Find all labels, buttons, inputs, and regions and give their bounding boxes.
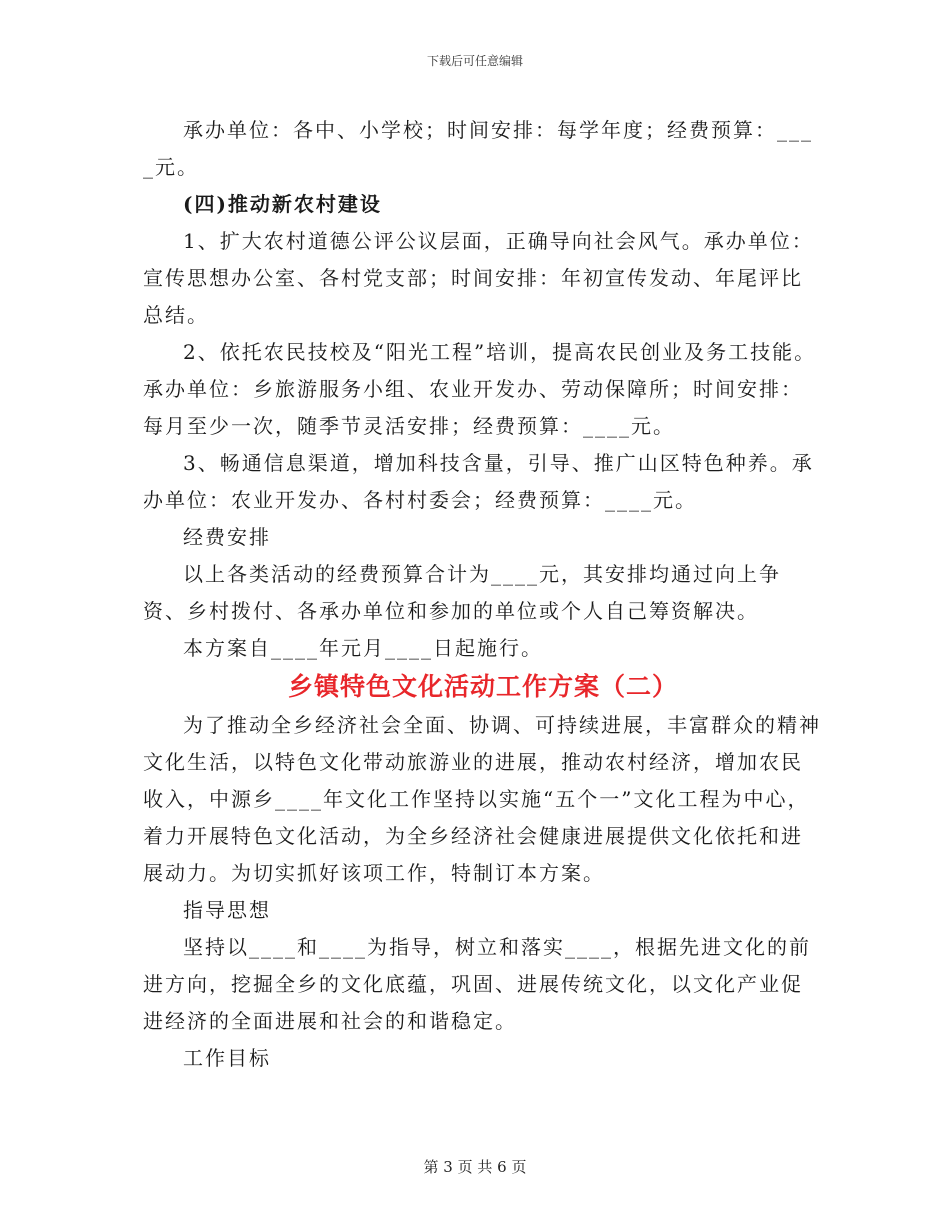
- document-body: [143, 112, 823, 1077]
- effective-date-paragraph: 本方案自____年元月____日起施行。: [183, 636, 543, 660]
- paragraph-organizer-schools: 承办单位：各中、小学校；时间安排：每学年度；经费预算：____元。: [143, 118, 813, 179]
- list-item-2: 2、依托农民技校及“阳光工程”培训，提高农民创业及务工技能。承办单位：乡旅游服务小组、农业开发办、劳动保障所；时间安排：每月至少一次，随季节灵活安排；经费预算：____元。: [143, 340, 817, 438]
- budget-heading: 经费安排: [183, 525, 271, 549]
- list-item-1: 1、扩大农村道德公评公议层面，正确导向社会风气。承办单位：宣传思想办公室、各村党支部；时间安排：年初宣传发动、年尾评比总结。: [143, 229, 814, 327]
- guiding-ideology-heading: 指导思想: [183, 898, 271, 922]
- budget-paragraph: 以上各类活动的经费预算合计为____元，其安排均通过向上争资、乡村拨付、各承办单位和参加的单位或个人自己筹资解决。: [143, 562, 781, 623]
- list-item-3: 3、畅通信息渠道，增加科技含量，引导、推广山区特色种养。承办单位：农业开发办、各村村委会；经费预算：____元。: [143, 451, 814, 512]
- section-heading-new-countryside: (四)推动新农村建设: [183, 192, 382, 216]
- guiding-ideology-paragraph: 坚持以____和____为指导，树立和落实____，根据先进文化的前进方向，挖掘全乡的文化底蕴，巩固、进展传统文化，以文化产业促进经济的全面进展和社会的和谐稳定。: [143, 935, 811, 1033]
- document-title-part-two: 乡镇特色文化活动工作方案（二）: [287, 672, 678, 701]
- page-header: 下载后可任意编辑: [426, 54, 523, 68]
- page-footer: 第 3 页 共 6 页: [423, 1158, 527, 1176]
- intro-paragraph: 为了推动全乡经济社会全面、协调、可持续进展，丰富群众的精神文化生活，以特色文化带动旅游业的进展，推动农村经济，增加农民收入，中源乡____年文化工作坚持以实施“五个一”文化工程为中心，着力开展特色文化活动，为全乡经济社会健康进展提供文化依托和进展动力。为切实抓好该项工作，特制订本方案。: [143, 713, 821, 885]
- work-goal-heading: 工作目标: [183, 1046, 271, 1070]
